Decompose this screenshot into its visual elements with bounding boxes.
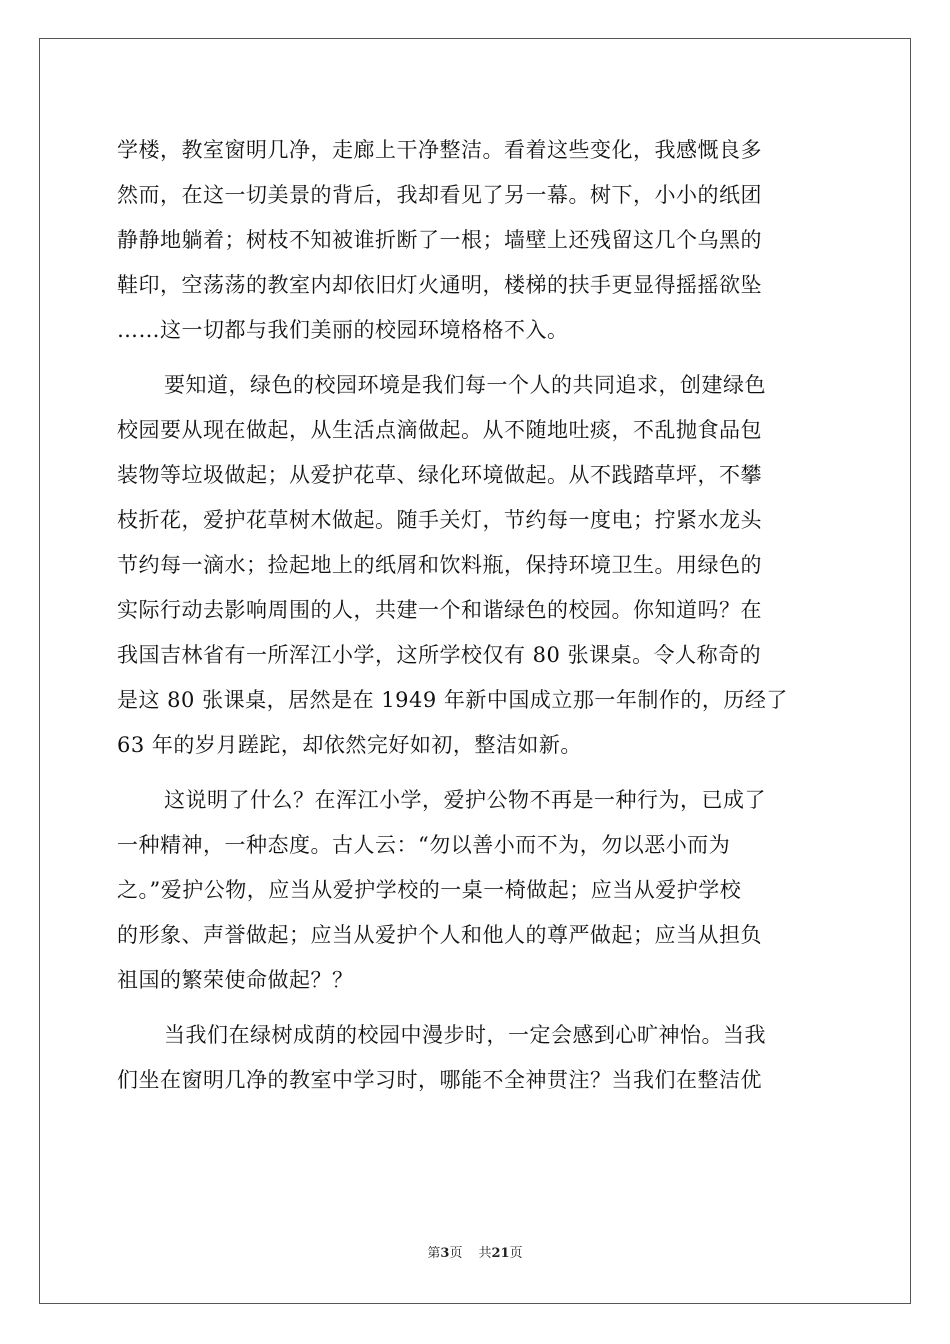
text-line: 节约每一滴水；捡起地上的纸屑和饮料瓶，保持环境卫生。用绿色的 <box>117 553 762 577</box>
text-line: 实际行动去影响周围的人，共建一个和谐绿色的校园。你知道吗？在 <box>117 598 762 622</box>
text-line: 63 年的岁月蹉跎，却依然完好如初，整洁如新。 <box>117 733 582 757</box>
paragraph-first-line: 这说明了什么？在浑江小学，爱护公物不再是一种行为，已成了 <box>164 788 766 812</box>
paragraph-first-line: 当我们在绿树成荫的校园中漫步时，一定会感到心旷神怡。当我 <box>164 1023 766 1047</box>
page-prefix: 第 <box>427 1246 441 1261</box>
text-line: 枝折花，爱护花草树木做起。随手关灯，节约每一度电；拧紧水龙头 <box>117 508 762 532</box>
text-line: 我国吉林省有一所浑江小学，这所学校仅有 80 张课桌。令人称奇的 <box>117 643 762 667</box>
text-line: ……这一切都与我们美丽的校园环境格格不入。 <box>117 318 569 342</box>
text-line: 是这 80 张课桌，居然是在 1949 年新中国成立那一年制作的，历经了 <box>117 688 788 712</box>
text-line: 鞋印，空荡荡的教室内却依旧灯火通明，楼梯的扶手更显得摇摇欲坠 <box>117 273 762 297</box>
text-line: 然而，在这一切美景的背后，我却看见了另一幕。树下，小小的纸团 <box>117 183 762 207</box>
text-line: 们坐在窗明几净的教室中学习时，哪能不全神贯注？当我们在整洁优 <box>117 1068 762 1092</box>
paragraph-first-line: 要知道，绿色的校园环境是我们每一个人的共同追求，创建绿色 <box>164 373 766 397</box>
text-line: 之。”爱护公物，应当从爱护学校的一桌一椅做起；应当从爱护学校 <box>117 878 742 902</box>
text-line: 静静地躺着；树枝不知被谁折断了一根；墙壁上还残留这几个乌黑的 <box>117 228 762 252</box>
text-line: 学楼，教室窗明几净，走廊上干净整洁。看着这些变化，我感慨良多 <box>117 138 762 162</box>
total-prefix: 共 <box>478 1246 492 1261</box>
text-line: 装物等垃圾做起；从爱护花草、绿化环境做起。从不践踏草坪，不攀 <box>117 463 762 487</box>
page-suffix: 页 <box>449 1246 463 1261</box>
page-number: 3 <box>440 1246 450 1261</box>
text-line: 的形象、声誉做起；应当从爱护个人和他人的尊严做起；应当从担负 <box>117 923 762 947</box>
text-line: 校园要从现在做起，从生活点滴做起。从不随地吐痰，不乱抛食品包 <box>117 418 762 442</box>
text-line: 一种精神，一种态度。古人云：“勿以善小而不为，勿以恶小而为 <box>117 833 731 857</box>
page-total: 21 <box>491 1246 510 1261</box>
page-footer <box>0 1245 950 1263</box>
total-suffix: 页 <box>509 1246 523 1261</box>
text-line: 祖国的繁荣使命做起？？ <box>117 968 354 992</box>
